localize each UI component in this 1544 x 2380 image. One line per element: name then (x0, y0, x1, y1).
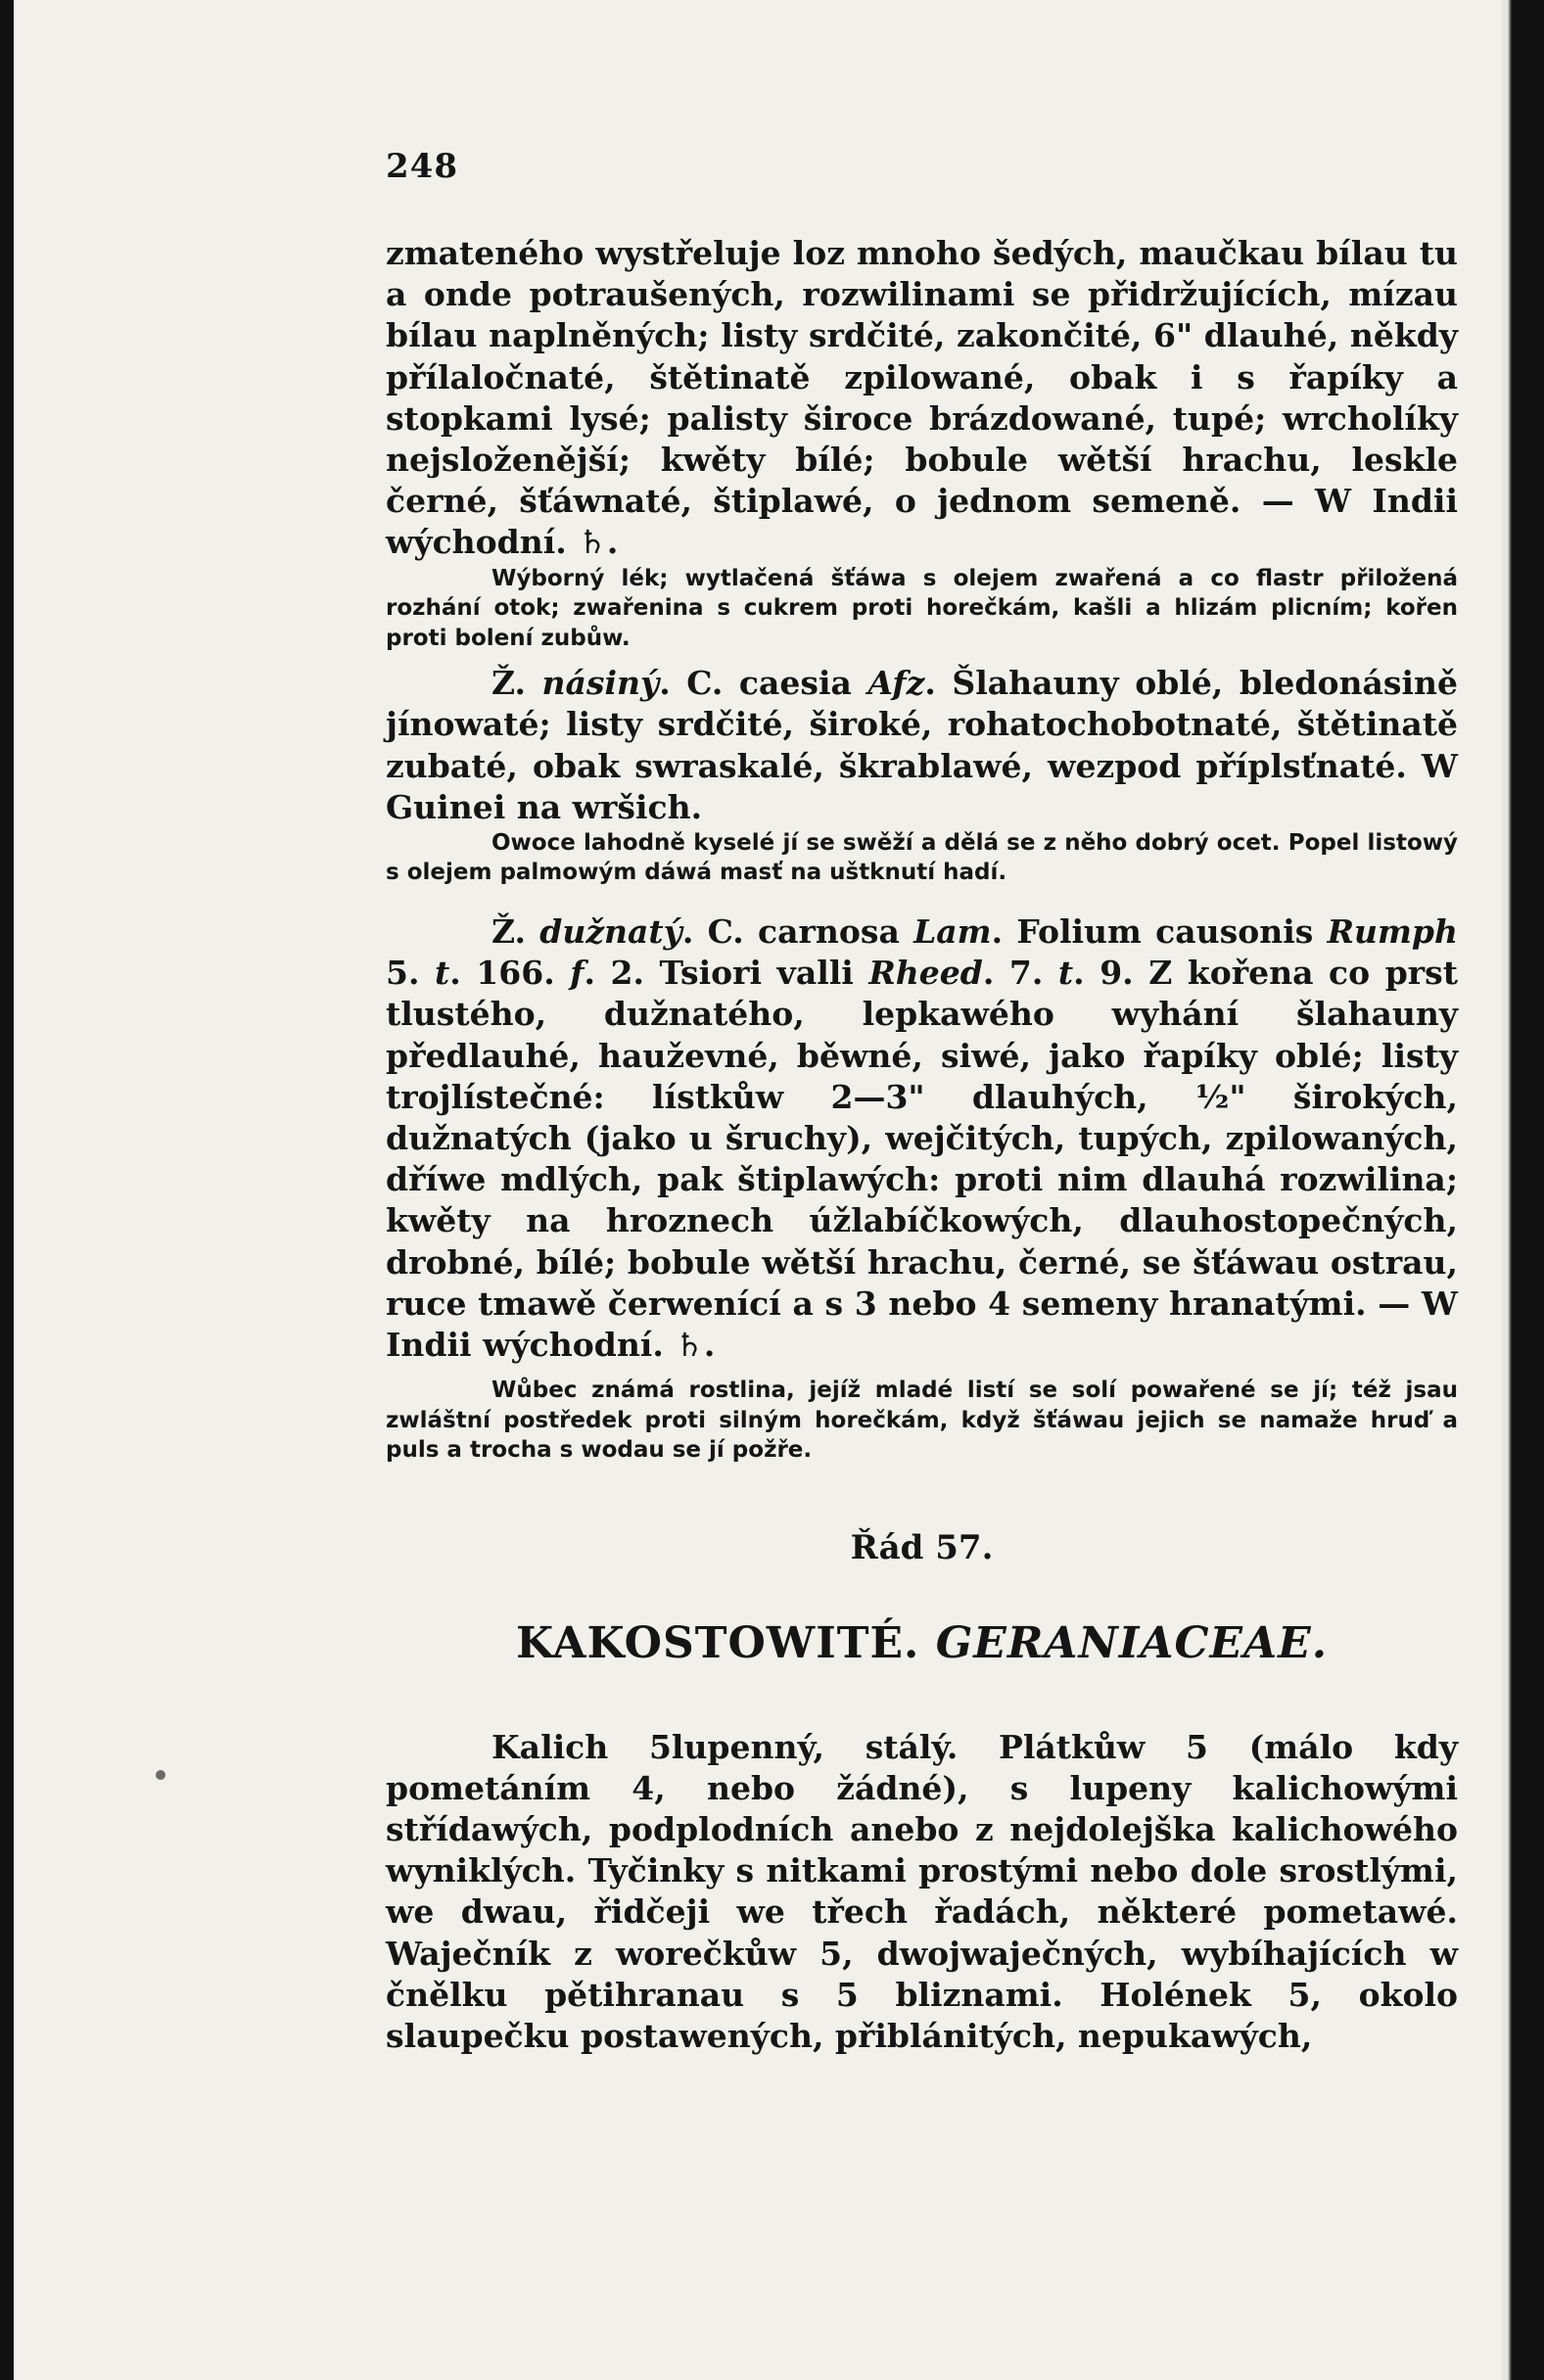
book-page (14, 0, 1502, 2380)
note-medicinal-use: Wýborný lék; wytlačená šťáwa s olejem zwařená a co flastr přiložená rozhání otok; zwařenina s cukrem proti horečkám, kašli a hlizám plicním; kořen proti bolení zubůw. (386, 565, 1458, 651)
note-plant-use: Wůbec známá rostlina, jejíž mladé listí se solí powařené se jí; též jsau zwláštní postředek proti silným horečkám, když šťáwau jejich se namaže hruď a puls a trocha s wodau se jí požře. (386, 1377, 1458, 1464)
page-text-block (386, 147, 1458, 2057)
paragraph-continued-description: zmateného wystřeluje loz mnoho šedých, maučkau bílau tu a onde potraušených, rozwilinami se přidržujících, mízau bílau naplněných; listy srdčité, zakončité, 6" dlauhé, někdy přílaločnaté, štětinatě zpilowané, obak i s řapíky a stopkami lysé; palisty široce brázdowané, tupé; wrcholíky nejsloženější; kwěty bílé; bobule wětší hrachu, leskle černé, šťáwnaté, štiplawé, o jednom semeně. — W Indii wýchodní. ♄. (386, 234, 1458, 562)
paragraph-species-carnosa: Ž. dužnatý. C. carnosa Lam. Folium causonis Rumph 5. t. 166. f. 2. Tsiori valli Rheed. 7. t. 9. Z kořena co prst tlustého, dužnatého, lepkawého wyhání šlahauny předlauhé, hauževné, běwné, siwé, jako řapíky oblé; listy trojlístečné: lístkůw 2—3" dlauhých, ½" širokých, dužnatých (jako u šruchy), wejčitých, tupých, zpilowaných, dříwe mdlých, pak štiplawých: proti nim dlauhá rozwilina; kwěty na hroznech úžlabíčkowých, dlauhostopečných, drobné, bílé; bobule wětší hrachu, černé, se šťáwau ostrau, ruce tmawě čerwenící a s 3 nebo 4 semeny hranatými. — W Indii wýchodní. ♄. (386, 911, 1459, 1364)
scan-left-edge (0, 0, 14, 2380)
family-latin: GERANIACEAE. (935, 1617, 1329, 1668)
order-heading: Řád 57. (850, 1527, 994, 1567)
page-number: 248 (386, 147, 458, 186)
family-czech: KAKOSTOWITÉ. (515, 1617, 920, 1668)
ink-speck (156, 1770, 165, 1780)
paragraph-species-caesia: Ž. násiný. C. caesia Afz. Šlahauny oblé, bledonásině jínowaté; listy srdčité, široké, rohatochobotnaté, štětinatě zubaté, obak swraskalé, škrablawé, wezpod příplsťnaté. W Guinei na wršich. (386, 664, 1458, 826)
scan-right-edge (1502, 0, 1544, 2380)
family-heading (386, 1618, 1458, 1668)
note-fruit-use: Owoce lahodně kyselé jí se swěží a dělá se z něho dobrý ocet. Popel listowý s olejem palmowým dáwá masť na uštknutí hadí. (386, 829, 1458, 886)
paragraph-family-description: Kalich 5lupenný, stálý. Plátkůw 5 (málo kdy pometáním 4, nebo žádné), s lupeny kalichowými střídawých, podplodních anebo z nejdolejška kalichowého wyniklých. Tyčinky s nitkami prostými nebo dole srostlými, we dwau, řidčeji we třech řadách, některé pometawé. Waječník z worečkůw 5, dwojwaječných, wybíhajících w čnělku pětihranau s 5 bliznami. Holének 5, okolo slaupečku postawených, přiblánitých, nepukawých, (386, 1727, 1458, 2056)
